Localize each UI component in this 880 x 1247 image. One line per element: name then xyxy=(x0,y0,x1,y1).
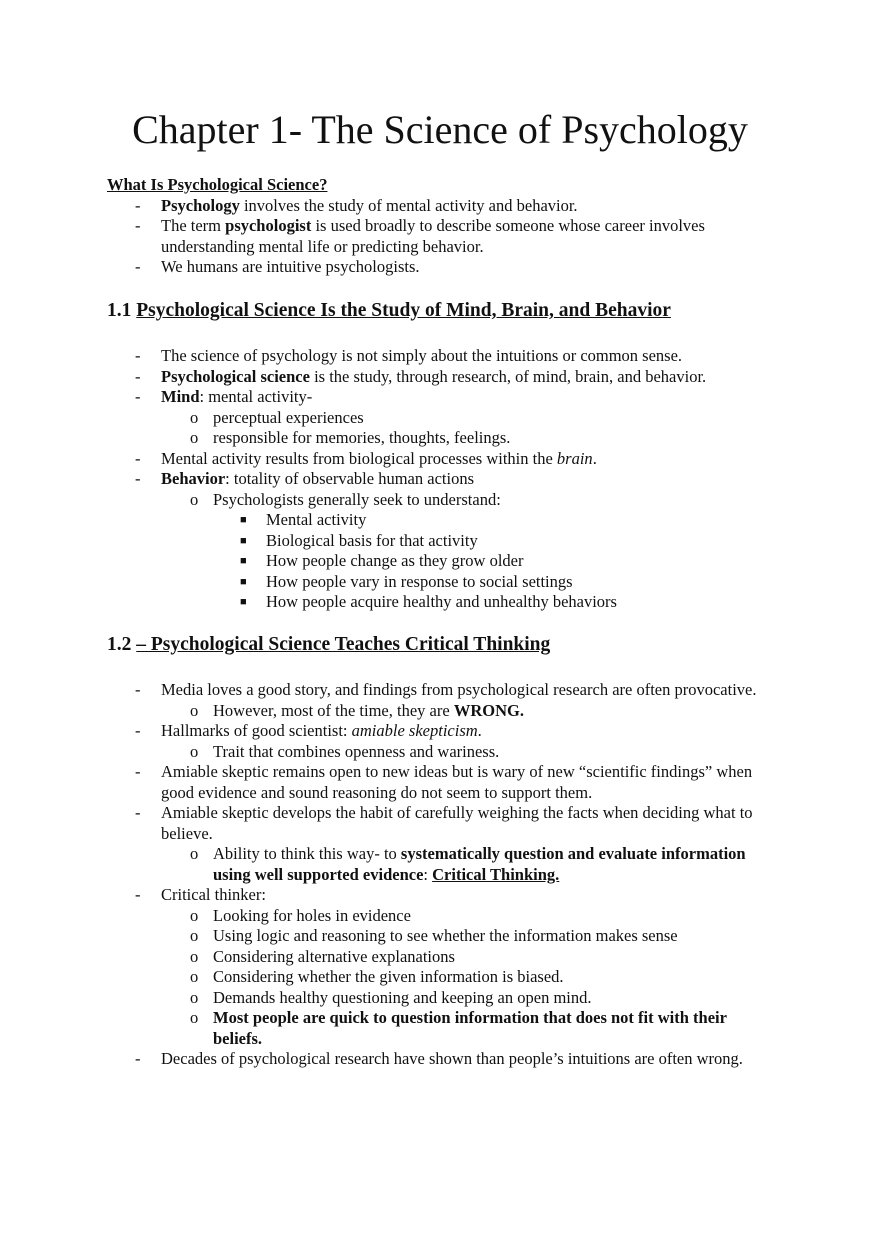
text-run: Ability to think this way- to xyxy=(213,844,401,863)
list-item xyxy=(107,762,770,803)
text-run: amiable skepticism xyxy=(351,721,478,740)
list-item xyxy=(107,1049,770,1070)
text-run: brain xyxy=(556,448,593,468)
circle-bullet-icon: o xyxy=(190,905,199,925)
list-item xyxy=(107,947,770,968)
circle-bullet-icon: o xyxy=(190,987,199,1007)
section-1-1 xyxy=(107,298,787,613)
list-item xyxy=(107,469,770,490)
circle-bullet-icon: o xyxy=(190,489,199,509)
list-item xyxy=(107,1008,770,1049)
dash-bullet-icon: - xyxy=(135,721,141,740)
circle-bullet-icon: o xyxy=(190,700,199,720)
text-run: Mental activity xyxy=(266,510,367,529)
text-run: Psychology xyxy=(161,195,240,215)
text-run: Using logic and reasoning to see whether the information makes sense xyxy=(213,926,678,945)
list-item xyxy=(107,844,770,885)
square-bullet-icon: ■ xyxy=(240,596,247,608)
text-run: The science of psychology is not simply about the intuitions or common sense. xyxy=(161,346,683,365)
section-1-2 xyxy=(107,632,787,1070)
text-run: Amiable skeptic develops the habit of carefully weighing the facts when deciding what to believe. xyxy=(161,803,753,843)
text-run: psychologist xyxy=(225,216,312,235)
dash-bullet-icon: - xyxy=(135,366,141,386)
dash-bullet-icon: - xyxy=(135,195,141,215)
list-item xyxy=(107,257,770,278)
text-run: perceptual experiences xyxy=(213,407,364,427)
text-run: We humans are intuitive psychologists. xyxy=(161,257,420,276)
text-run: Hallmarks of good scientist: xyxy=(161,721,352,740)
text-run: responsible for memories, thoughts, feelings. xyxy=(213,428,511,447)
dash-bullet-icon: - xyxy=(135,762,141,781)
text-run: Decades of psychological research have shown than people’s intuitions are often wrong. xyxy=(161,1049,743,1068)
text-run: How people vary in response to social settings xyxy=(266,571,573,591)
list-item xyxy=(107,742,770,763)
list-item xyxy=(107,196,770,217)
list-item xyxy=(107,988,770,1009)
text-run: However, most of the time, they are xyxy=(213,700,454,720)
list-item xyxy=(107,408,770,429)
list-item xyxy=(107,510,770,531)
text-run: Media loves a good story, and findings from psychological research are often provocative. xyxy=(161,680,757,699)
text-run: : xyxy=(423,864,433,884)
section-heading xyxy=(107,632,787,658)
dash-bullet-icon: - xyxy=(135,803,141,822)
section-heading xyxy=(107,298,787,324)
text-run: 1.1 xyxy=(107,300,137,321)
list-item xyxy=(107,926,770,947)
text-run: – Psychological Science Teaches Critical Thinking xyxy=(136,634,551,655)
circle-bullet-icon: o xyxy=(190,926,199,945)
text-run: Trait that combines openness and wariness. xyxy=(213,741,500,761)
text-run: Looking for holes in evidence xyxy=(213,905,411,925)
list-item xyxy=(107,346,770,367)
dash-bullet-icon: - xyxy=(135,469,141,488)
text-run: Mind xyxy=(161,387,200,406)
list-item xyxy=(107,367,770,388)
list-item xyxy=(107,531,770,552)
text-run: is used broadly to describe someone whose career involves understanding mental life or predicting behavior. xyxy=(161,216,705,256)
square-bullet-icon: ■ xyxy=(240,534,247,547)
dash-bullet-icon: - xyxy=(135,346,141,365)
text-run: Psychological Science Is the Study of Mind, Brain, and Behavior xyxy=(136,300,671,321)
list-item xyxy=(107,885,770,906)
list-item xyxy=(107,490,770,511)
text-run: is the study, through research, of mind, brain, and behavior. xyxy=(309,366,707,386)
text-run: Mental activity results from biological processes within the xyxy=(161,448,557,468)
dash-bullet-icon: - xyxy=(135,387,141,406)
text-run: 1.2 xyxy=(107,634,137,655)
text-run: involves the study of mental activity and behavior. xyxy=(239,195,578,215)
text-run: Most people are quick to question information that does not fit with their beliefs. xyxy=(213,1008,727,1048)
list-item xyxy=(107,449,770,470)
text-run: WRONG. xyxy=(453,700,524,720)
dash-bullet-icon: - xyxy=(135,257,141,276)
text-run: How people acquire healthy and unhealthy behaviors xyxy=(266,592,617,611)
list-item xyxy=(107,551,770,572)
section-heading xyxy=(107,175,787,196)
text-run: . xyxy=(477,721,482,740)
circle-bullet-icon: o xyxy=(190,428,199,447)
dash-bullet-icon: - xyxy=(135,680,141,699)
text-run: Psychological science xyxy=(161,366,310,386)
dash-bullet-icon: - xyxy=(135,216,141,235)
list-item xyxy=(107,967,770,988)
text-run: . xyxy=(592,448,597,468)
text-run: Critical Thinking. xyxy=(432,864,560,884)
text-run: Considering whether the given information is biased. xyxy=(213,967,564,986)
circle-bullet-icon: o xyxy=(190,844,199,863)
circle-bullet-icon: o xyxy=(190,967,199,986)
list-item xyxy=(107,701,770,722)
circle-bullet-icon: o xyxy=(190,946,199,966)
text-run: The term xyxy=(161,216,226,235)
list-item xyxy=(107,572,770,593)
bullet-list xyxy=(107,346,787,613)
list-item xyxy=(107,592,770,613)
circle-bullet-icon: o xyxy=(190,407,199,427)
text-run: Critical thinker: xyxy=(161,885,266,904)
text-run: How people change as they grow older xyxy=(266,551,524,570)
dash-bullet-icon: - xyxy=(135,448,141,468)
bullet-list xyxy=(107,196,787,278)
square-bullet-icon: ■ xyxy=(240,575,247,588)
list-item xyxy=(107,387,770,408)
text-run: Amiable skeptic remains open to new ideas but is wary of new “scientific findings” when good evidence and sound reasoning do not seem to support them. xyxy=(161,762,753,802)
text-run: Behavior xyxy=(161,469,226,488)
text-run: Demands healthy questioning and keeping an open mind. xyxy=(213,987,592,1007)
list-item xyxy=(107,721,770,742)
square-bullet-icon: ■ xyxy=(240,555,247,567)
text-run: : mental activity- xyxy=(199,387,313,406)
dash-bullet-icon: - xyxy=(135,885,141,904)
text-run: Considering alternative explanations xyxy=(213,946,455,966)
text-run: systematically question and evaluate information using well supported evidence xyxy=(213,844,746,884)
section-what-is-psychological-science xyxy=(107,175,787,278)
circle-bullet-icon: o xyxy=(190,741,199,761)
list-item xyxy=(107,428,770,449)
circle-bullet-icon: o xyxy=(190,1008,199,1027)
square-bullet-icon: ■ xyxy=(240,514,247,526)
list-item xyxy=(107,680,770,701)
text-run: Biological basis for that activity xyxy=(266,530,478,550)
text-run: What Is Psychological Science? xyxy=(107,175,328,194)
page-title: Chapter 1- The Science of Psychology xyxy=(132,107,748,152)
list-item xyxy=(107,803,770,844)
text-run: : totality of observable human actions xyxy=(225,469,474,488)
list-item xyxy=(107,906,770,927)
dash-bullet-icon: - xyxy=(135,1049,141,1068)
text-run: Psychologists generally seek to understand: xyxy=(213,489,501,509)
list-item xyxy=(107,216,770,257)
bullet-list xyxy=(107,680,787,1070)
